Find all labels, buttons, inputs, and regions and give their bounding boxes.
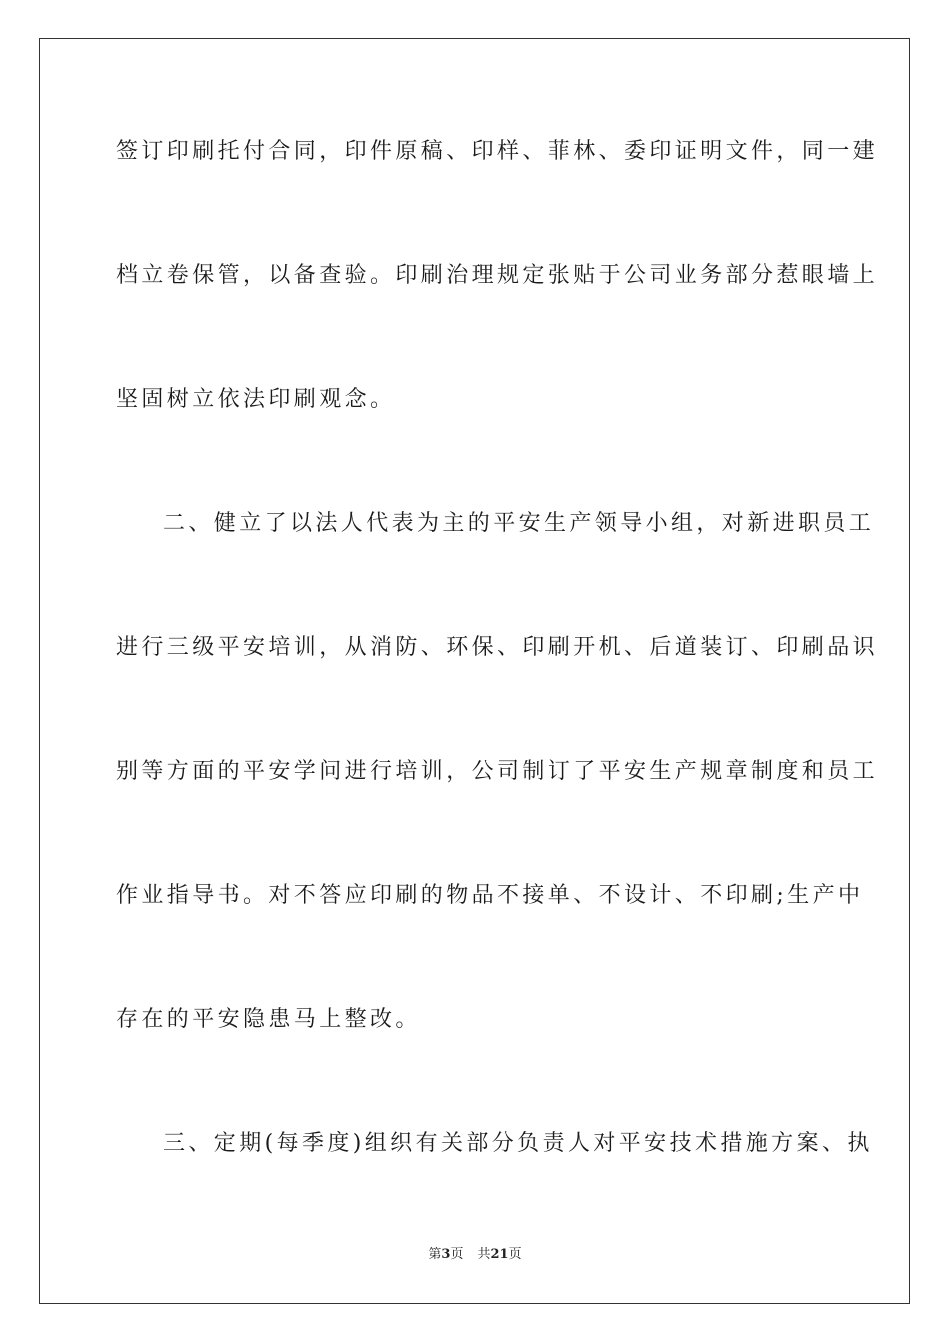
page-number: 3 <box>441 1247 451 1262</box>
body-line: 坚固树立依法印刷观念。 <box>116 387 396 412</box>
body-line: 作业指导书。对不答应印刷的物品不接单、不设计、不印刷;生产中 <box>116 883 864 908</box>
body-line: 进行三级平安培训，从消防、环保、印刷开机、后道装订、印刷品识 <box>116 635 879 660</box>
page-border <box>39 38 910 1304</box>
page-suffix: 页 <box>450 1247 464 1262</box>
body-line: 存在的平安隐患马上整改。 <box>116 1007 421 1032</box>
total-prefix: 共 <box>477 1247 491 1262</box>
page-footer <box>0 1246 950 1264</box>
body-line: 别等方面的平安学问进行培训，公司制订了平安生产规章制度和员工 <box>116 759 879 784</box>
paragraph-start-line: 三、定期(每季度)组织有关部分负责人对平安技术措施方案、执 <box>163 1131 873 1156</box>
body-line: 档立卷保管，以备查验。印刷治理规定张贴于公司业务部分惹眼墙上 <box>116 263 879 288</box>
paragraph-start-line: 二、健立了以法人代表为主的平安生产领导小组，对新进职员工 <box>163 511 875 536</box>
total-pages: 21 <box>490 1247 509 1262</box>
page-prefix: 第 <box>428 1247 442 1262</box>
total-suffix: 页 <box>508 1247 522 1262</box>
body-line: 签订印刷托付合同，印件原稿、印样、菲林、委印证明文件，同一建 <box>116 139 879 164</box>
